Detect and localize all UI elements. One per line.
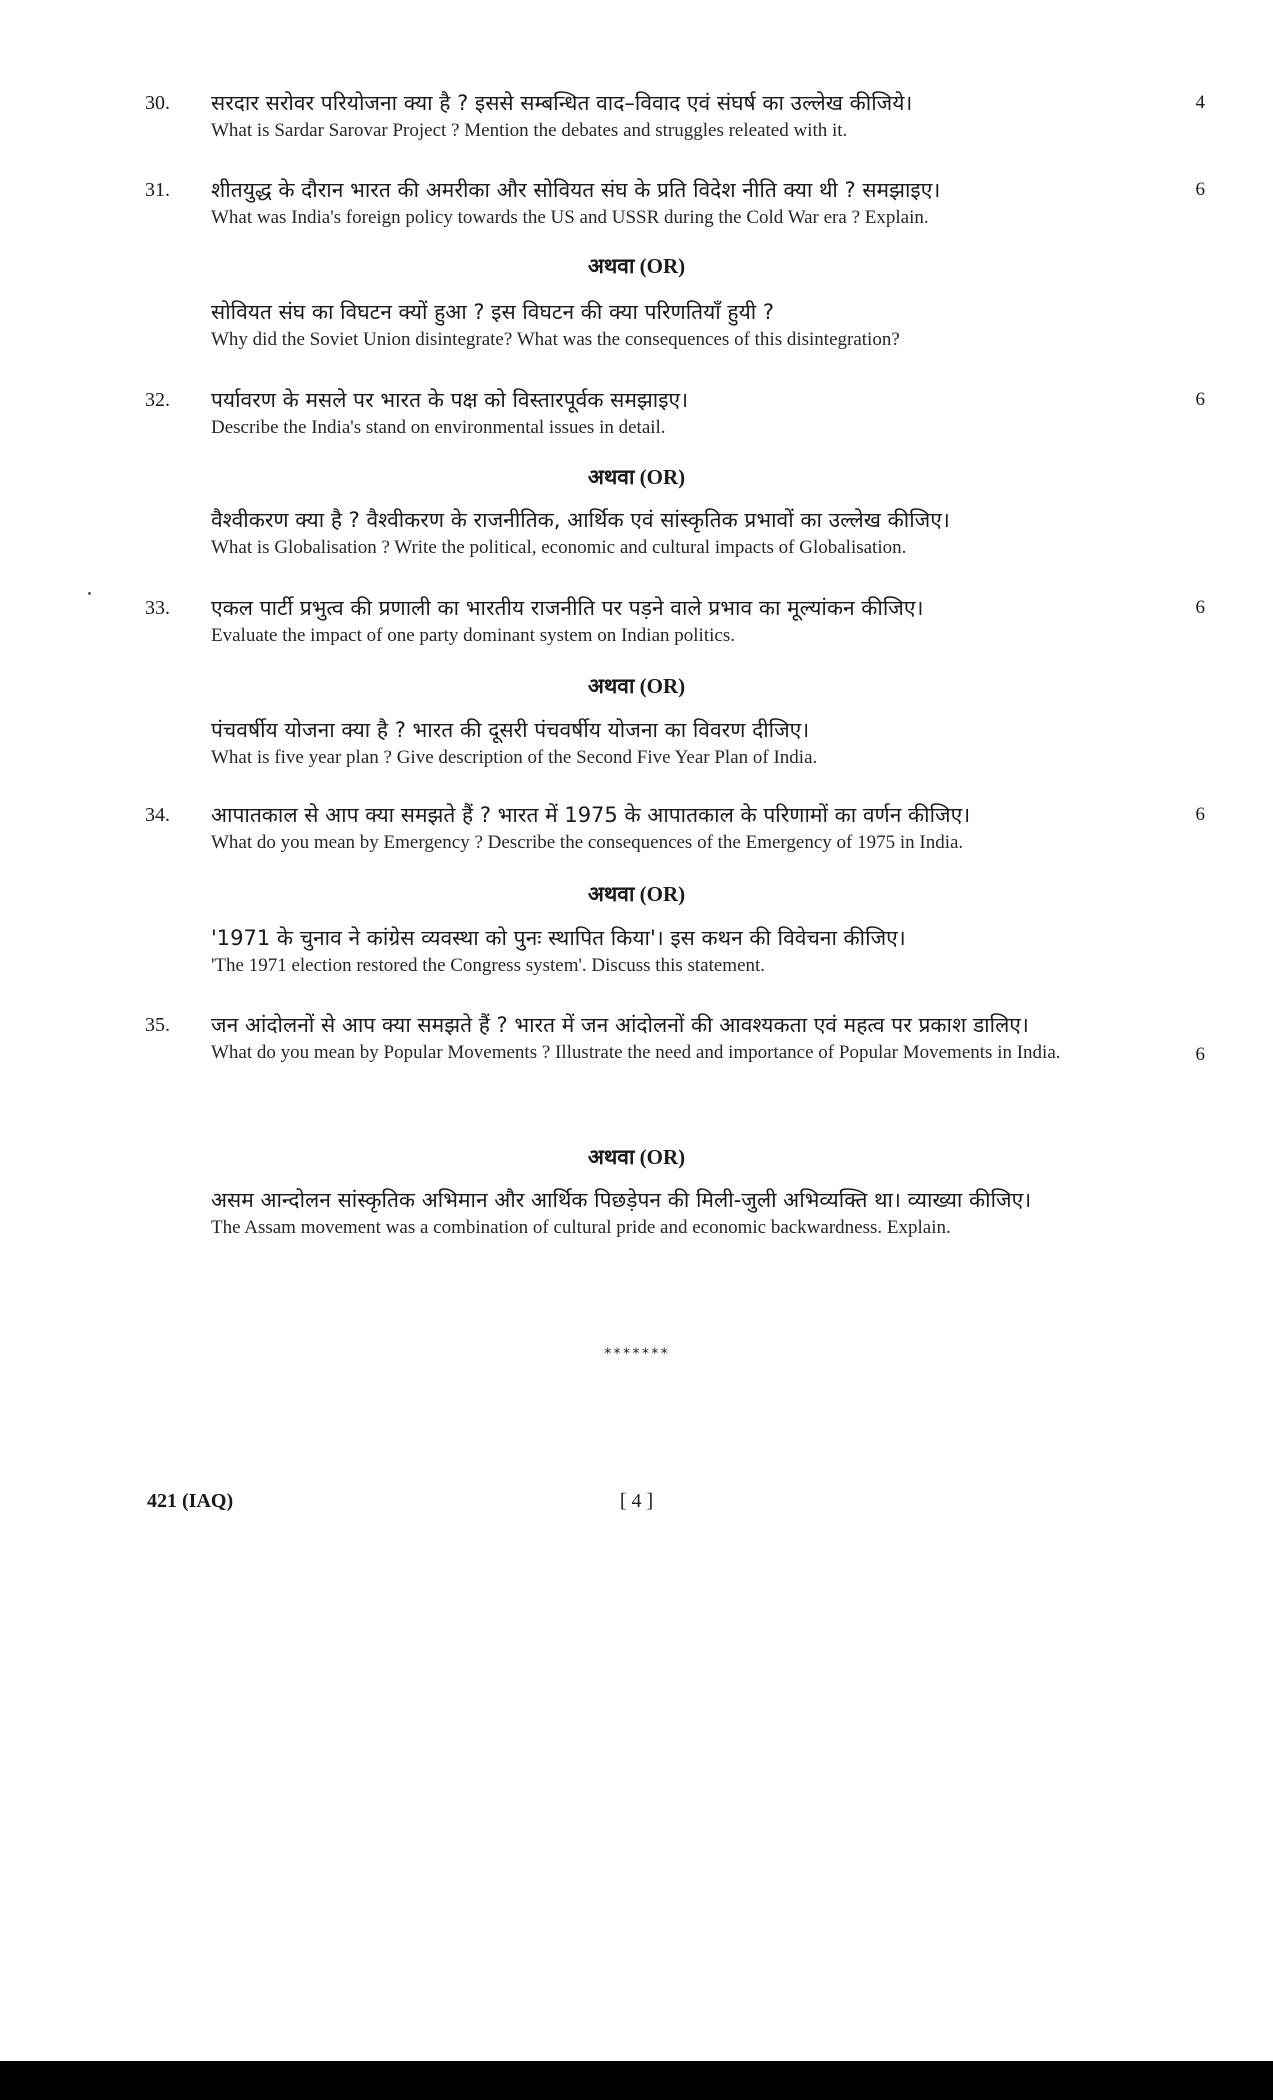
page-number: [ 4 ]: [619, 1490, 654, 1512]
question-text-english: What is Sardar Sarovar Project ? Mention the debates and struggles releated with it.: [211, 120, 848, 141]
or-label: अथवा (OR): [587, 254, 686, 278]
question-marks: 6: [1195, 179, 1205, 200]
paper-code: 421 (IAQ): [147, 1490, 234, 1512]
question-35-alternative: [211, 1185, 1205, 1241]
question-35: [145, 1010, 1205, 1066]
question-text-hindi: पर्यावरण के मसले पर भारत के पक्ष को विस्तारपूर्वक समझाइए।: [211, 388, 689, 412]
question-number: 33.: [145, 597, 170, 619]
question-text-hindi: जन आंदोलनों से आप क्या समझते हैं ? भारत में जन आंदोलनों की आवश्यकता एवं महत्व पर प्रकाश डालिए।: [211, 1013, 1029, 1037]
question-32-alternative: [211, 505, 1205, 561]
alternative-text-english: What is five year plan ? Give description of the Second Five Year Plan of India.: [211, 747, 818, 768]
question-marks: 6: [1195, 389, 1205, 410]
question-marks: 6: [1195, 1044, 1205, 1065]
alternative-text-english: What is Globalisation ? Write the political, economic and cultural impacts of Globalisation.: [211, 537, 907, 558]
question-number: 30.: [145, 92, 170, 114]
question-text-english: Describe the India's stand on environmental issues in detail.: [211, 417, 666, 438]
question-text-hindi: एकल पार्टी प्रभुत्व की प्रणाली का भारतीय राजनीति पर पड़ने वाले प्रभाव का मूल्यांकन कीजिए।: [211, 596, 924, 620]
or-label: अथवा (OR): [587, 465, 686, 489]
question-text-english: What do you mean by Popular Movements ? Illustrate the need and importance of Popular Movements in India.: [211, 1042, 1061, 1063]
question-text-english: What do you mean by Emergency ? Describe the consequences of the Emergency of 1975 in India.: [211, 832, 964, 853]
question-marks: 4: [1195, 92, 1205, 113]
question-text-hindi: आपातकाल से आप क्या समझते हैं ? भारत में 1975 के आपातकाल के परिणामों का वर्णन कीजिए।: [211, 803, 971, 827]
alternative-text-hindi: पंचवर्षीय योजना क्या है ? भारत की दूसरी पंचवर्षीय योजना का विवरण दीजिए।: [211, 718, 810, 742]
question-31: [145, 175, 1205, 231]
question-32: [145, 385, 1205, 441]
scan-speck: [88, 592, 91, 595]
alternative-text-english: Why did the Soviet Union disintegrate? What was the consequences of this disintegration?: [211, 329, 900, 350]
question-33: [145, 593, 1205, 649]
question-34-alternative: [211, 923, 1205, 979]
question-text-hindi: शीतयुद्ध के दौरान भारत की अमरीका और सोवियत संघ के प्रति विदेश नीति क्या थी ? समझाइए।: [211, 178, 941, 202]
alternative-text-hindi: वैश्वीकरण क्या है ? वैश्वीकरण के राजनीतिक, आर्थिक एवं सांस्कृतिक प्रभावों का उल्लेख कीजिए।: [211, 508, 950, 532]
question-text-english: Evaluate the impact of one party dominant system on Indian politics.: [211, 625, 735, 646]
question-number: 32.: [145, 389, 170, 411]
question-31-alternative: [211, 297, 1205, 353]
question-33-alternative: [211, 715, 1205, 771]
or-label: अथवा (OR): [587, 882, 686, 906]
question-number: 34.: [145, 804, 170, 826]
question-34: [145, 800, 1205, 856]
scan-bottom-edge: [0, 2061, 1273, 2100]
alternative-text-hindi: असम आन्दोलन सांस्कृतिक अभिमान और आर्थिक पिछड़ेपन की मिली-जुली अभिव्यक्ति था। व्याख्या कीजिए।: [211, 1188, 1032, 1212]
or-label: अथवा (OR): [587, 1145, 686, 1169]
question-text-english: What was India's foreign policy towards the US and USSR during the Cold War era ? Explain.: [211, 207, 929, 228]
alternative-text-english: The Assam movement was a combination of cultural pride and economic backwardness. Explain.: [211, 1217, 951, 1238]
end-marker: *******: [603, 1346, 670, 1362]
alternative-text-hindi: सोवियत संघ का विघटन क्यों हुआ ? इस विघटन की क्या परिणतियाँ हुयी ?: [211, 300, 775, 324]
question-text-hindi: सरदार सरोवर परियोजना क्या है ? इससे सम्बन्धित वाद–विवाद एवं संघर्ष का उल्लेख कीजिये।: [211, 91, 913, 115]
alternative-text-english: 'The 1971 election restored the Congress system'. Discuss this statement.: [211, 955, 766, 976]
question-marks: 6: [1195, 804, 1205, 825]
question-number: 31.: [145, 179, 170, 201]
question-number: 35.: [145, 1014, 170, 1036]
alternative-text-hindi: '1971 के चुनाव ने कांग्रेस व्यवस्था को पुनः स्थापित किया'। इस कथन की विवेचना कीजिए।: [211, 926, 906, 950]
or-label: अथवा (OR): [587, 674, 686, 698]
question-30: [145, 88, 1205, 144]
question-marks: 6: [1195, 597, 1205, 618]
